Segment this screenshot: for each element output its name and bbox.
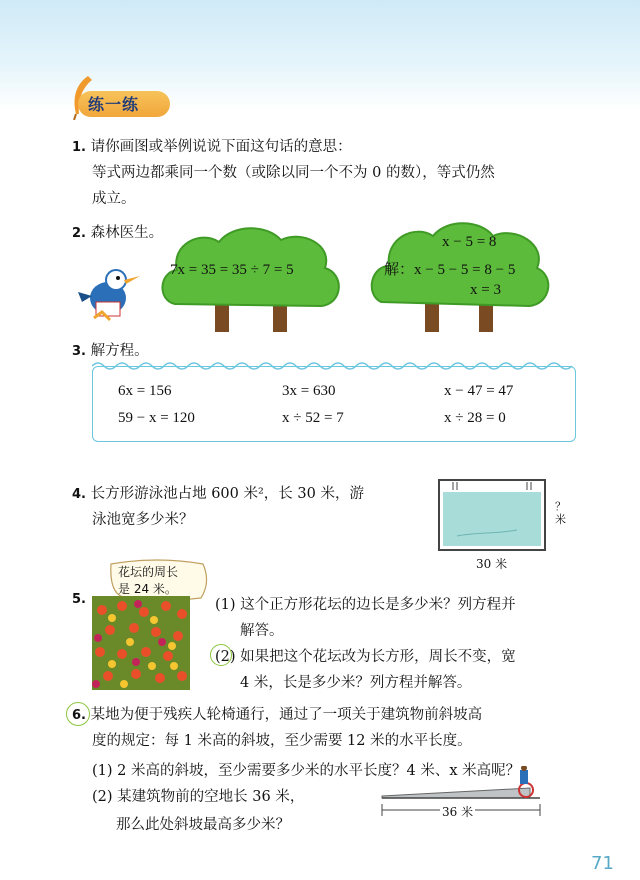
tree2-line3: x = 3 [470,282,501,298]
q6-s1: (1) 2 米高的斜坡，至少需要多少米的水平长度？4 米、x 米高呢？ [92,763,521,779]
q1-line1: 等式两边都乘同一个数（或除以同一个不为 0 的数），等式仍然 [92,165,495,181]
q6-line1: 某地为便于残疾人轮椅通行，通过了一项关于建筑物前斜坡高 [90,707,483,723]
q6-line2: 度的规定：每 1 米高的斜坡，至少需要 12 米的水平长度。 [92,733,472,749]
tree2-line2: 解：x − 5 − 5 = 8 − 5 [384,262,516,278]
q2-number: 2. [72,226,86,241]
q5-s1-line1: (1) 这个正方形花坛的边长是多少米？列方程并 [215,597,516,613]
q1-prompt: 请你画图或举例说说下面这句话的意思： [90,139,352,155]
equation-4: 59 − x = 120 [118,410,195,426]
bubble-line2: 是 24 米。 [118,582,177,596]
q6-s2-line1: (2) 某建筑物前的空地长 36 米， [92,789,305,805]
flower-bed-photo [92,596,190,690]
tree2-line1: x − 5 = 8 [442,234,497,250]
q4-line1: 长方形游泳池占地 600 米²，长 30 米，游 [90,486,364,502]
q5-number: 5. [72,592,86,607]
q6 [72,704,482,727]
equation-1: 6x = 156 [118,383,172,399]
q6-number: 6. [72,708,86,723]
q4 [72,483,364,506]
page-number: 71 [591,853,614,874]
equation-6: x ÷ 28 = 0 [444,410,506,426]
equation-box [92,366,576,442]
q6-s2-line2: 那么此处斜坡最高多少米？ [116,817,290,833]
q3-prompt: 解方程。 [90,343,149,359]
woodpecker-doctor-icon [74,262,142,324]
q5-s2-line1: (2) 如果把这个花坛改为长方形，周长不变，宽 [215,649,516,665]
wavy-border [92,360,576,370]
q1-line2: 成立。 [92,191,136,207]
q4-number: 4. [72,487,86,502]
q4-line2: 泳池宽多少米？ [92,512,194,528]
q3-number: 3. [72,344,86,359]
tree1-equation: 7x = 35 = 35 ÷ 7 = 5 [170,262,294,278]
equation-5: x ÷ 52 = 7 [282,410,344,426]
slope-length-label: 36 米 [442,805,474,819]
equation-3: x − 47 = 47 [444,383,514,399]
q1 [72,136,352,159]
q1-number: 1. [72,140,86,155]
pool-length-label: 30 米 [476,557,508,571]
q2-prompt: 森林医生。 [90,225,164,241]
q5-s1-line2: 解答。 [240,623,284,639]
section-title: 练一练 [88,95,140,114]
pool-width-label: ？米 [555,500,566,526]
q2 [72,222,163,245]
bubble-line1: 花坛的周长 [118,565,179,579]
swimming-pool-icon [437,478,549,552]
equation-2: 3x = 630 [282,383,336,399]
q5-s2-line2: 4 米，长是多少米？列方程并解答。 [240,675,472,691]
